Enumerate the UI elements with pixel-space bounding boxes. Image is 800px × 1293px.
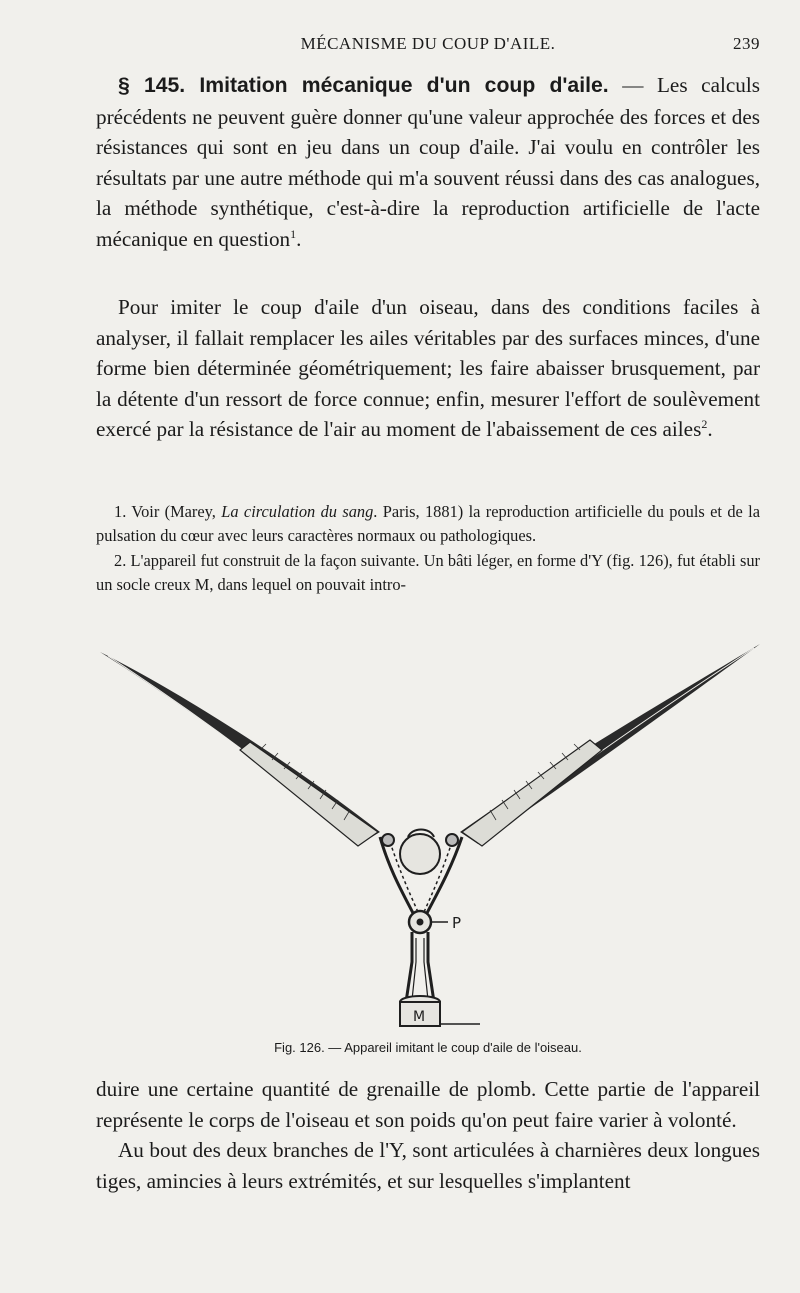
paragraph-1-text: — Les calculs précédents ne peuvent guère donner qu'une valeur approchée des forces et des résistances qui sont en jeu dans un coup d'aile. J'ai voulu en contrôler les résultats par une autre méthode qui m'a souvent réussi dans des cas analogues, la méthode synthétique, c'est-à-dire la reproduction artificielle de l'acte mécanique en question [96,73,760,251]
wing-apparatus-figure [90,632,770,1032]
footnote-1-title: La circulation du sang [221,502,374,521]
figure-caption: Fig. 126. — Appareil imitant le coup d'aile de l'oiseau. [274,1040,582,1055]
left-wing [100,652,380,846]
footnotes [96,500,760,598]
footnote-ref-2[interactable]: 2 [701,416,708,431]
footnote-2-text: 2. L'appareil fut construit de la façon suivante. Un bâti léger, en forme d'Y (fig. 126), fut établi sur un socle creux M, dans lequel on pouvait intro- [96,551,760,594]
paragraph-145 [96,70,760,254]
paragraph-1-end: . [296,226,302,251]
paragraph-4: Au bout des deux branches de l'Y, sont articulées à charnières deux longues tiges, amincies à leurs extrémités, et sur lesquelles s'implantent [96,1138,760,1193]
paragraph-2-end: . [707,417,713,441]
figure-label-p: P [452,914,462,932]
paragraph-2-block [96,292,760,445]
footnote-2 [96,549,760,596]
section-heading: § 145. Imitation mécanique d'un coup d'aile. [118,74,609,97]
paragraph-2-text: Pour imiter le coup d'aile d'un oiseau, dans des conditions faciles à analyser, il fallait remplacer les ailes véritables par des surfaces minces, d'une forme bien déterminée géométriquement; les faire abaisser brusquement, par la détente d'un ressort de force connue; enfin, mesurer l'effort de soulèvement exercé par la résistance de l'air au moment de l'abaissement de ces ailes [96,295,760,441]
running-title: MÉCANISME DU COUP D'AILE. [300,34,556,53]
paragraph-3: duire une certaine quantité de grenaille de plomb. Cette partie de l'appareil représente le corps de l'oiseau et son poids qu'on peut faire varier à volonté. [96,1077,760,1132]
page-number: 239 [733,34,760,53]
paragraph-2 [96,292,760,445]
y-frame [380,830,480,1027]
footnote-ref-1[interactable]: 1 [290,226,297,241]
right-wing [460,644,760,846]
running-header [96,34,760,58]
continuation-text [96,1074,760,1196]
figure-label-m: M [413,1009,426,1025]
footnote-1-end: . Paris, 1881) la reproduction artificielle du pouls et de la pulsation du cœur avec leurs caractères normaux ou pathologiques. [96,502,760,545]
footnote-1 [96,500,760,547]
footnote-1-start: 1. Voir (Marey, [114,502,222,521]
paragraph-1 [96,70,760,254]
